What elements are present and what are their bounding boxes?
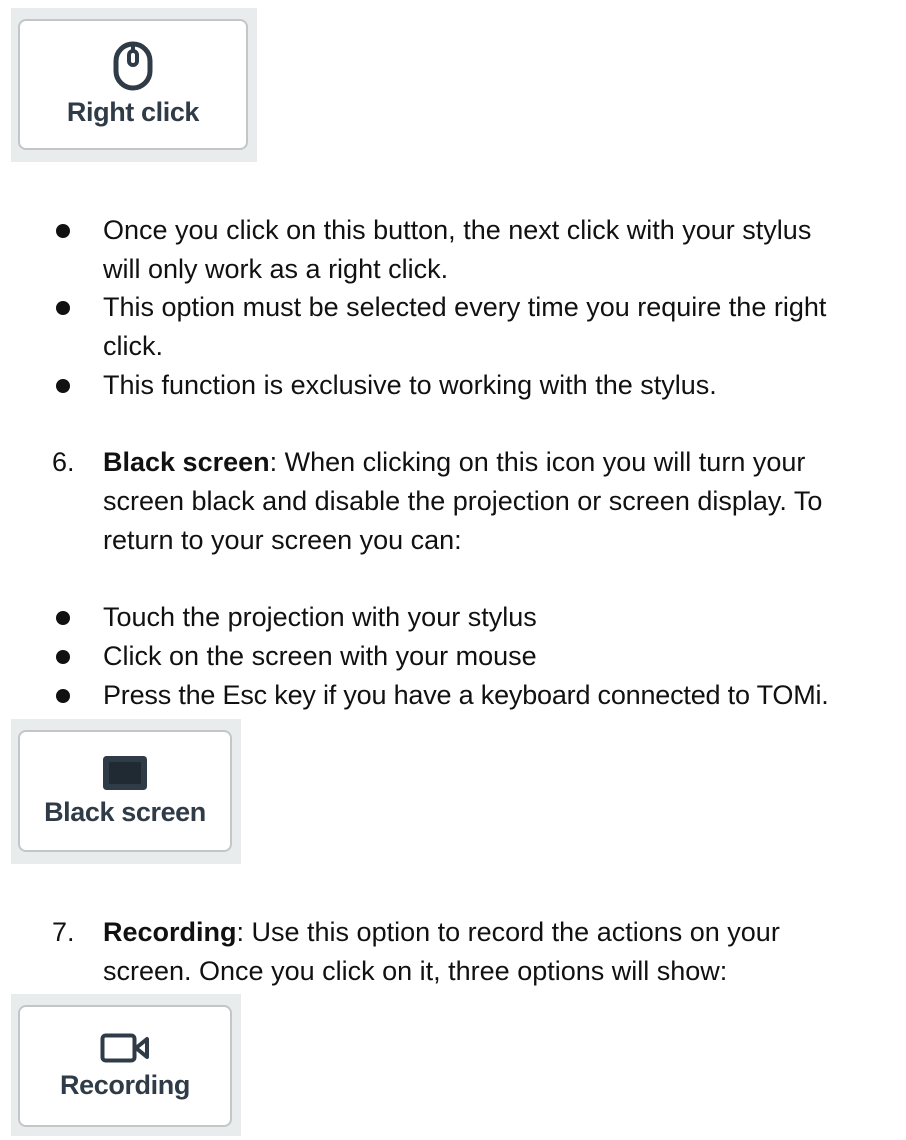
bullet-marker: [56, 301, 70, 315]
list-item: Touch the projection with your stylus: [103, 602, 537, 632]
bullet-marker: [56, 224, 70, 238]
recording-button-frame: [11, 994, 241, 1136]
bullet-marker: [56, 650, 70, 664]
black-screen-button-frame: [11, 719, 241, 864]
list-item: This function is exclusive to working with the stylus.: [103, 370, 717, 400]
item-text: : When clicking on this icon you will turn your: [269, 447, 806, 477]
list-item-continuation: click.: [103, 331, 163, 361]
right-click-button-frame: [11, 8, 257, 162]
black-screen-button[interactable]: [18, 730, 232, 852]
item-number: 6.: [52, 447, 75, 477]
item-line: screen black and disable the projection or screen display. To: [103, 486, 823, 516]
list-item: Once you click on this button, the next click with your stylus: [103, 215, 812, 245]
list-item-continuation: will only work as a right click.: [103, 254, 449, 284]
list-item: This option must be selected every time you require the right: [103, 292, 827, 322]
item-line: return to your screen you can:: [103, 525, 462, 555]
item-line: screen. Once you click on it, three options will show:: [103, 956, 728, 986]
right-click-label: Right click: [66, 97, 200, 127]
video-camera-icon: [100, 1032, 150, 1064]
item-line: [103, 443, 805, 482]
list-item: Press the Esc key if you have a keyboard connected to TOMi.: [103, 680, 829, 710]
item-title: Black screen: [103, 447, 270, 477]
right-click-button[interactable]: [18, 19, 248, 150]
item-line: [103, 913, 780, 952]
mouse-icon: [113, 41, 153, 91]
recording-button[interactable]: [18, 1005, 232, 1127]
item-title: Recording: [103, 917, 237, 947]
list-item: Click on the screen with your mouse: [103, 641, 537, 671]
bullet-marker: [56, 611, 70, 625]
recording-label: Recording: [60, 1069, 190, 1100]
black-screen-label: Black screen: [44, 796, 206, 827]
bullet-marker: [56, 689, 70, 703]
item-number: 7.: [52, 917, 75, 947]
monitor-icon: [102, 755, 148, 791]
bullet-marker: [56, 379, 70, 393]
item-text: : Use this option to record the actions on your: [236, 917, 780, 947]
